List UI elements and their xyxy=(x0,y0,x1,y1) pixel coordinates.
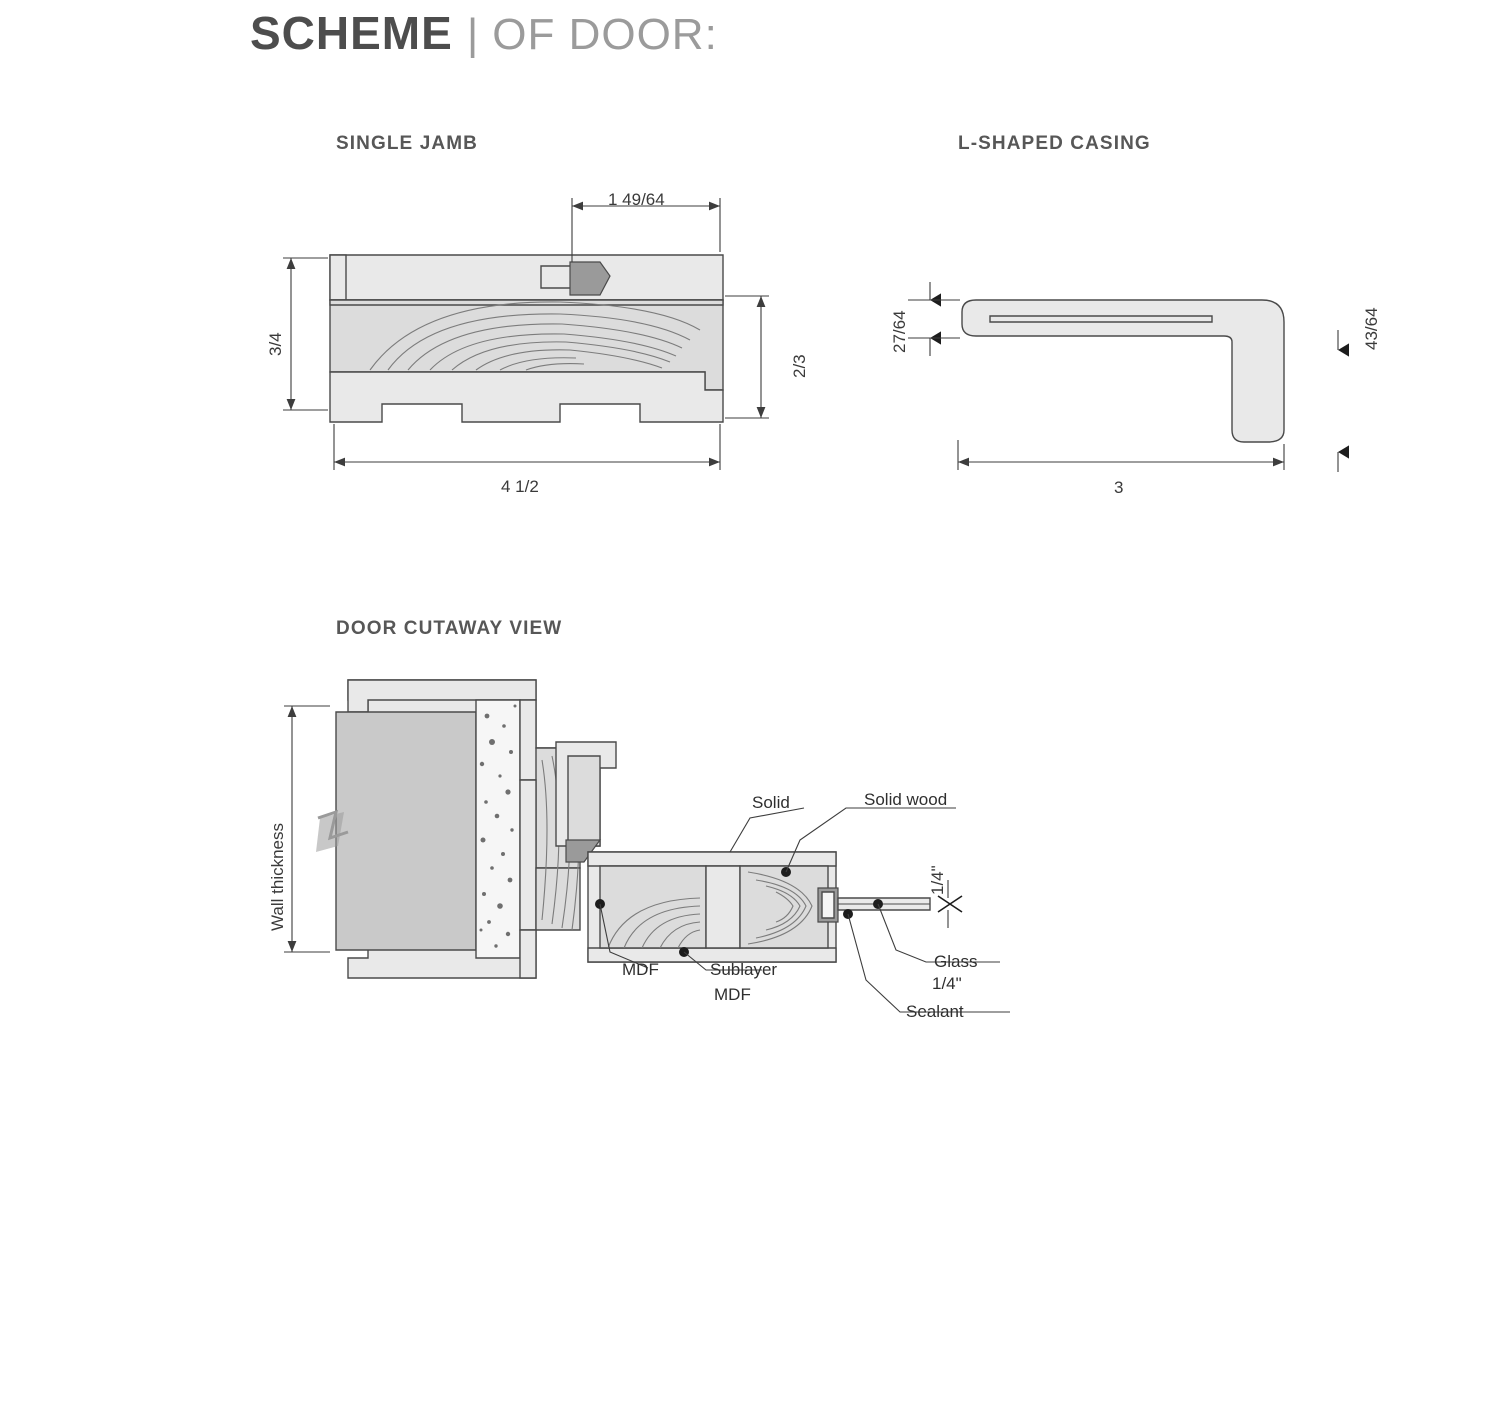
dim-single-jamb-top-width: 1 49/64 xyxy=(608,190,665,209)
dim-casing-bottom-width: 3 xyxy=(1114,478,1124,497)
dim-single-jamb-right-height: 2/3 xyxy=(790,354,809,378)
callout-solid-wood: Solid wood xyxy=(864,790,948,809)
callout-sublayer: Sublayer xyxy=(710,960,778,979)
dim-single-jamb-bottom-width: 4 1/2 xyxy=(501,477,539,496)
section-title-single-jamb: SINGLE JAMB xyxy=(336,133,478,154)
dim-casing-right-height: 43/64 xyxy=(1362,307,1381,350)
dim-casing-left-height: 27/64 xyxy=(890,310,909,353)
title-divider: | xyxy=(466,10,479,59)
single-jamb-drawing xyxy=(283,198,769,470)
callout-solid: Solid xyxy=(752,793,790,812)
callout-mdf-left: MDF xyxy=(622,960,659,979)
callout-glass: Glass xyxy=(934,952,978,971)
dim-wall-thickness: Wall thickness xyxy=(268,822,287,931)
section-title-l-shaped-casing: L-SHAPED CASING xyxy=(958,133,1151,154)
dim-glass-gap: 1/4" xyxy=(928,865,947,895)
callout-glass-size: 1/4" xyxy=(932,974,962,993)
callout-mdf-bottom: MDF xyxy=(714,985,751,1004)
section-title-door-cutaway: DOOR CUTAWAY VIEW xyxy=(336,618,563,639)
dim-single-jamb-left-height: 3/4 xyxy=(266,332,285,356)
title-main: SCHEME xyxy=(250,7,453,59)
callout-sealant: Sealant xyxy=(906,1002,964,1021)
l-shaped-casing-drawing xyxy=(908,282,1356,472)
title-sub: OF DOOR: xyxy=(492,10,718,59)
